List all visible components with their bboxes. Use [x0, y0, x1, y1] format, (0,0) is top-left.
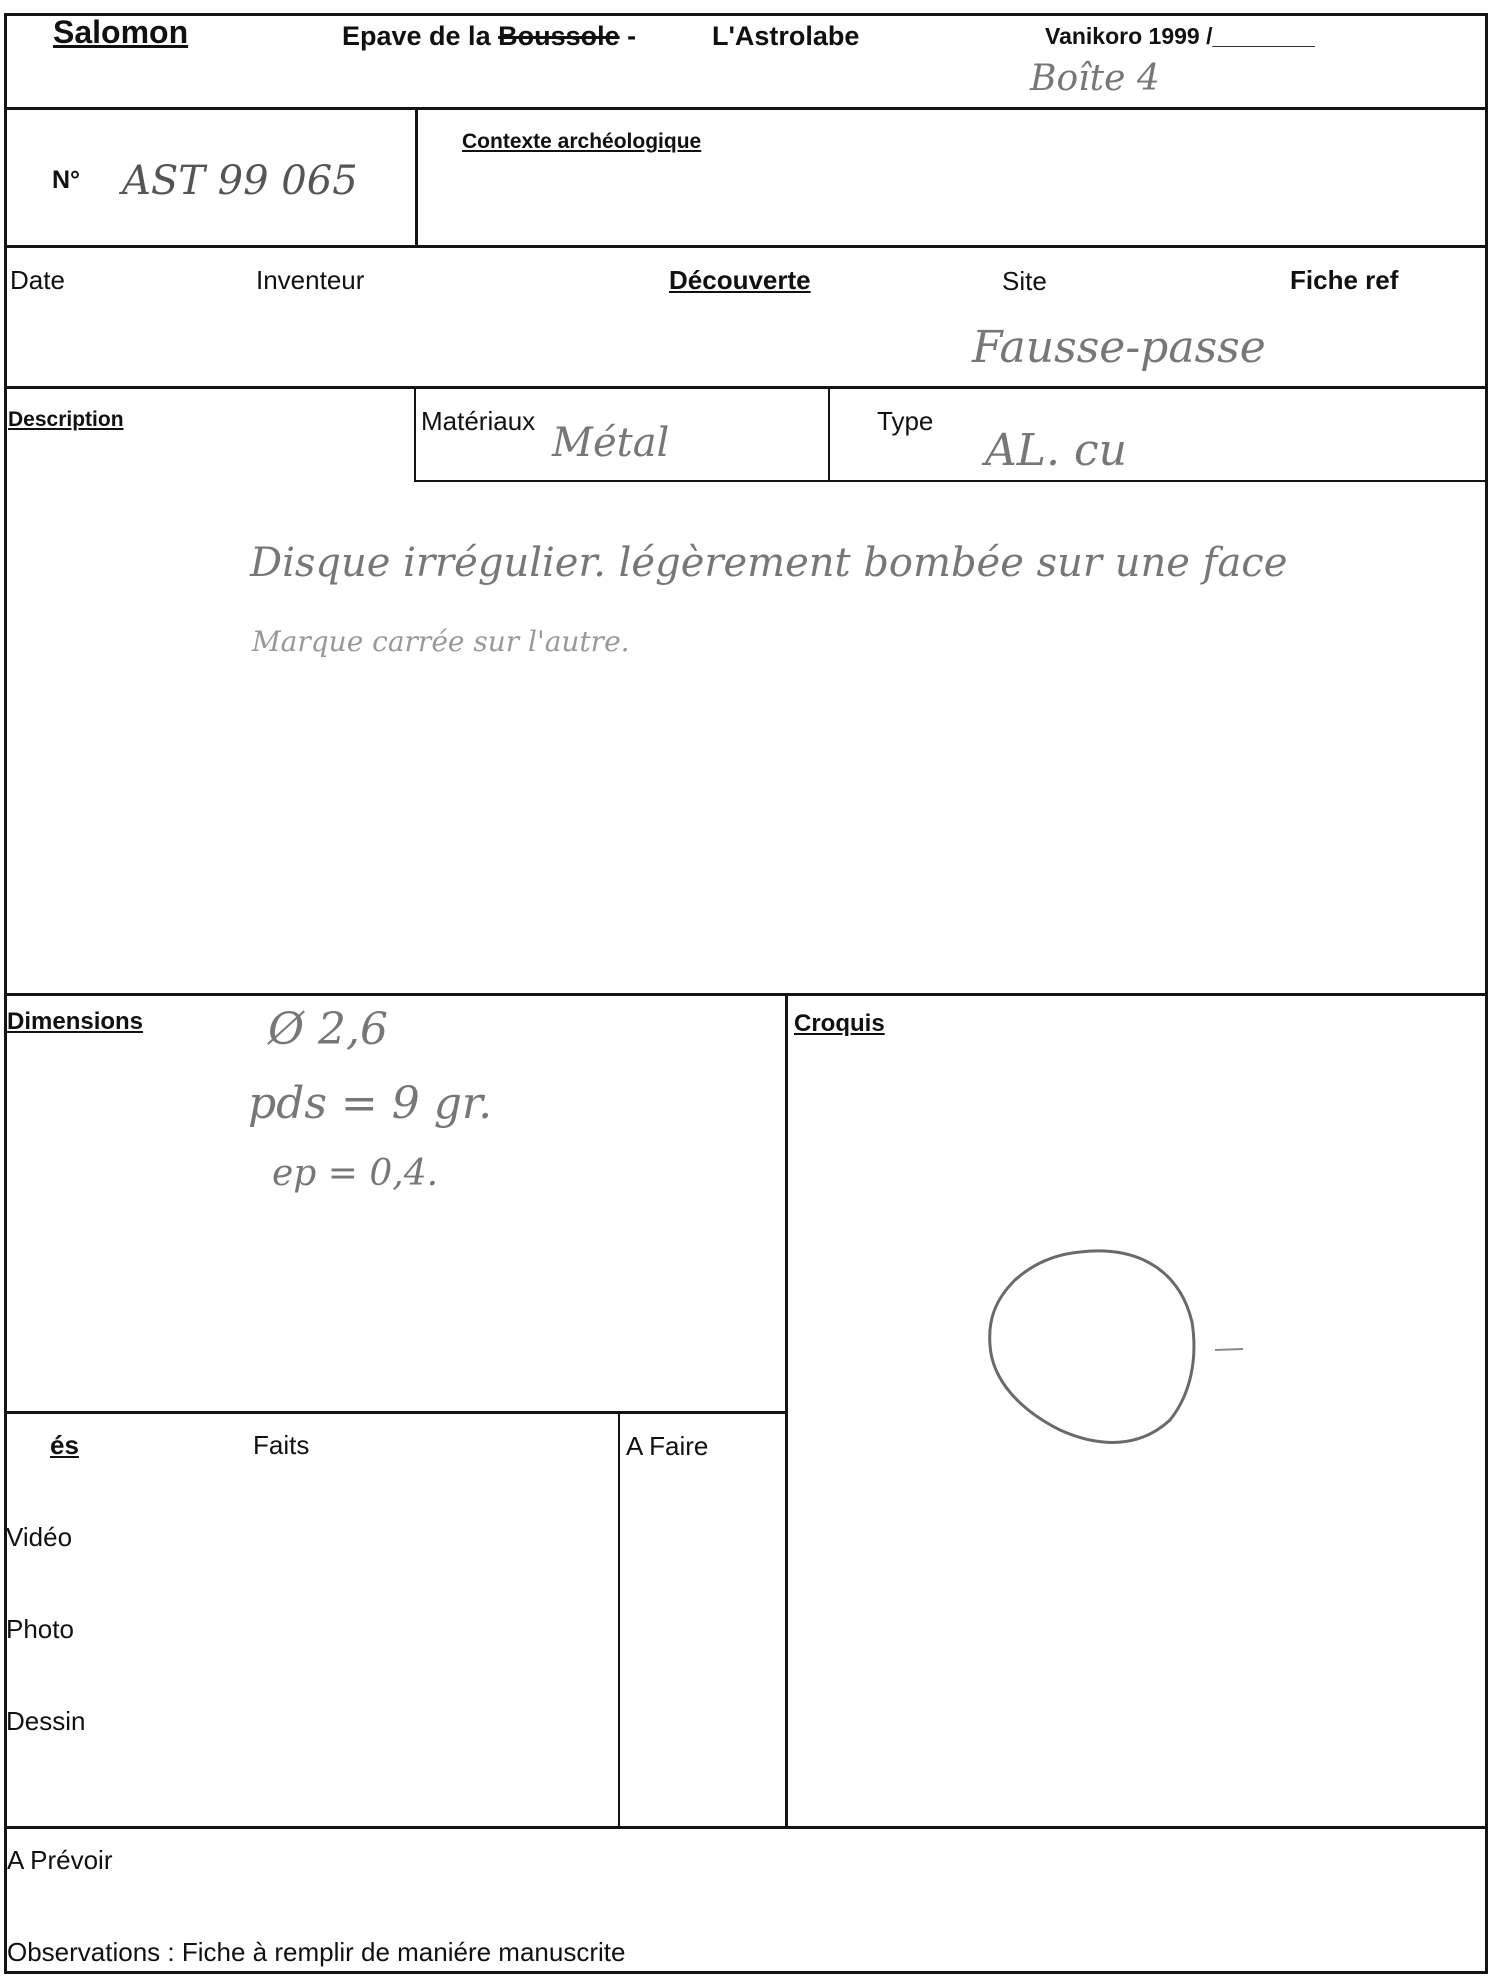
date-label: Date [10, 265, 65, 295]
group-name: Salomon [53, 14, 189, 50]
dimensions-label: Dimensions [7, 1008, 144, 1035]
materials-value: Métal [552, 420, 670, 466]
discovery-label: Découverte [669, 265, 811, 295]
materials-label: Matériaux [421, 406, 536, 436]
a-prevoir-label: A Prévoir [7, 1845, 113, 1875]
handwritten-box-number: Boîte 4 [1030, 58, 1160, 99]
title-prefix: Epave de la [342, 21, 499, 51]
description-text-line2: Marque carrée sur l'autre. [252, 625, 630, 658]
type-label: Type [877, 406, 934, 436]
faits-label: Faits [253, 1430, 310, 1460]
description-label: Description [8, 408, 124, 431]
done-label: és [50, 1430, 79, 1460]
row-photo: Photo [6, 1614, 74, 1644]
inventor-label: Inventeur [256, 265, 365, 295]
context-label: Contexte archéologique [462, 130, 702, 153]
title-suffix: - [619, 21, 637, 51]
number-label: N° [52, 166, 81, 194]
description-text-line1: Disque irrégulier. légèrement bombée sur une face [250, 540, 1288, 586]
a-faire-label: A Faire [626, 1431, 709, 1461]
sketch-disc-outline [990, 1251, 1194, 1443]
location-year-text: Vanikoro 1999 / [1045, 23, 1213, 49]
sketch-thickness-tick [1215, 1349, 1243, 1350]
number-value: AST 99 065 [122, 158, 358, 204]
row-video: Vidéo [6, 1522, 73, 1552]
site-value: Fausse-passe [972, 322, 1266, 373]
site-label: Site [1002, 266, 1047, 296]
ship-name: L'Astrolabe [712, 21, 860, 51]
location-blank: ________ [1212, 23, 1315, 49]
type-value: AL. cu [985, 425, 1127, 476]
croquis-label: Croquis [794, 1010, 885, 1037]
dimension-weight: pds = 9 gr. [248, 1078, 493, 1129]
title-struck: Boussole [498, 21, 620, 51]
dimension-diameter: Ø 2,6 [268, 1004, 389, 1055]
row-dessin: Dessin [6, 1706, 86, 1736]
observations-text: Observations : Fiche à remplir de maniére manuscrite [7, 1937, 626, 1967]
fiche-ref-label: Fiche ref [1290, 265, 1399, 295]
dimension-thickness: ep = 0,4. [272, 1153, 439, 1194]
